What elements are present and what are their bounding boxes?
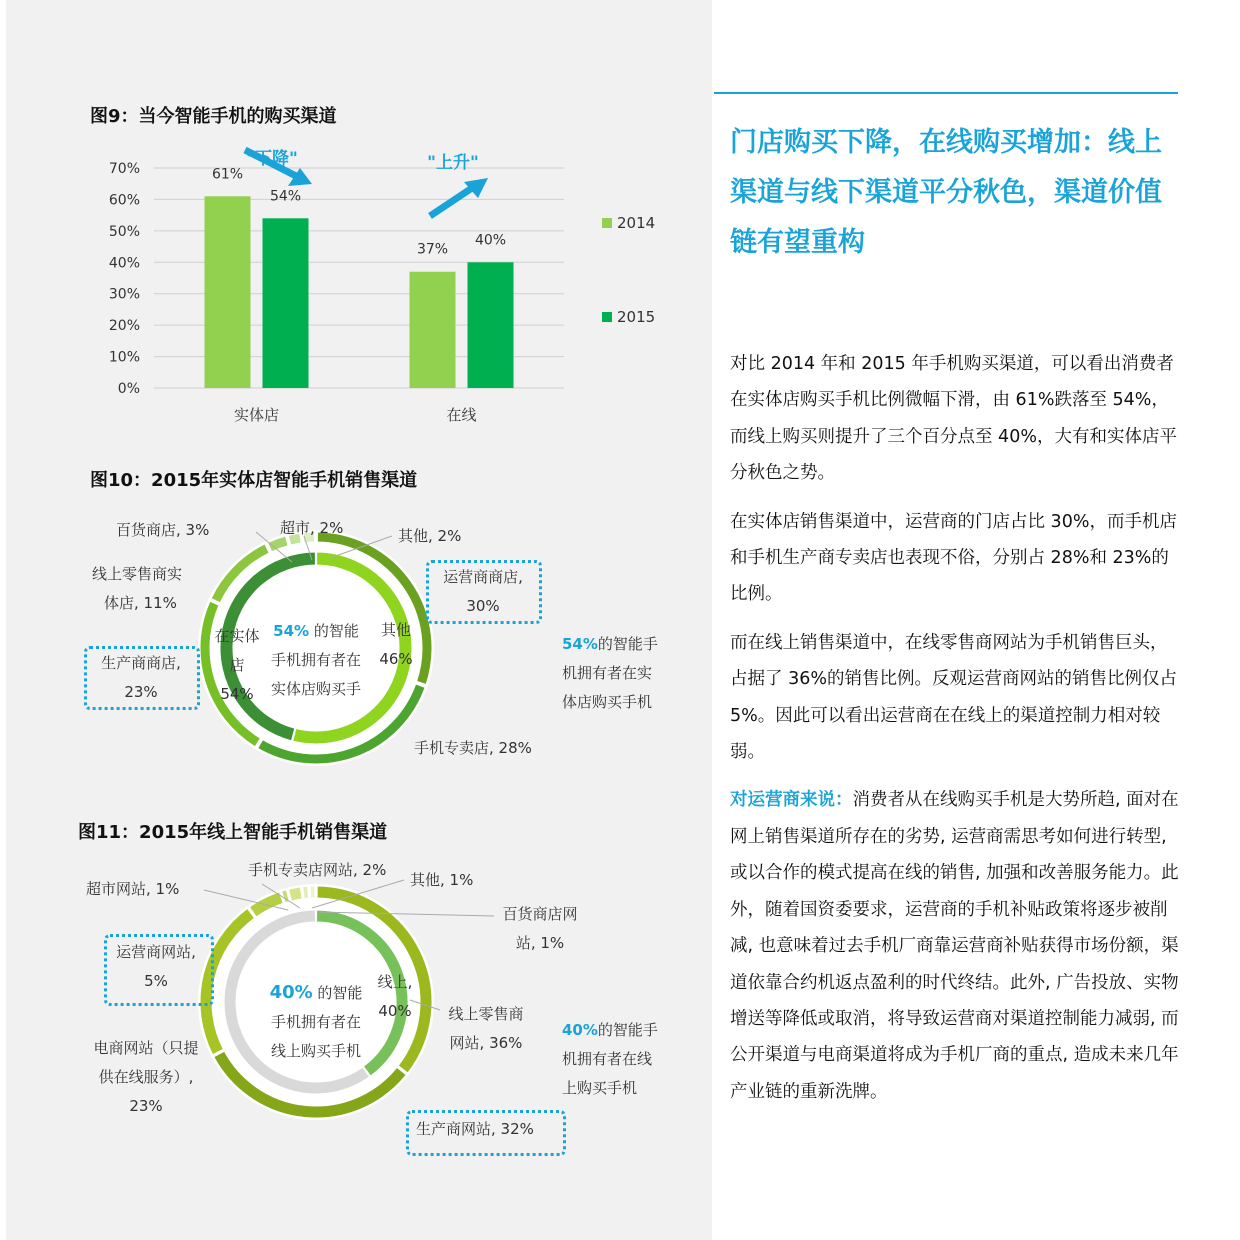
fig10-inner-instore-line2: 店 <box>229 656 245 674</box>
bar-value-label: 40% <box>474 232 507 249</box>
fig11-center-pct: 40% <box>269 982 313 1003</box>
article-paragraph-2: 在实体店销售渠道中，运营商的门店占比 30%，而手机店和手机生产商专卖店也表现不俗，分别占 28%和 23%的比例。 <box>730 511 1177 605</box>
fig11-label-other: 其他, 1% <box>410 871 474 889</box>
y-tick-label: 40% <box>108 255 140 272</box>
fig10-note-line3: 体店购买手机 <box>562 693 653 711</box>
fig11-center-text <box>258 978 374 1066</box>
fig10-label-carrier-line1: 运营商商店, <box>443 568 523 586</box>
fig11-note-line3: 上购买手机 <box>562 1079 638 1097</box>
fig10-inner-other-line1: 其他 <box>380 621 411 639</box>
bar-value-label: 61% <box>211 166 244 183</box>
article-headline: 门店购买下降，在线购买增加：线上渠道与线下渠道平分秋色，渠道价值链有望重构 <box>730 127 1162 258</box>
fig10-label-super: 超市, 2% <box>280 519 344 537</box>
trend-up-arrow <box>430 178 488 216</box>
bar <box>410 272 456 388</box>
fig10-label-carrier-line2: 30% <box>466 597 500 615</box>
fig9-title: 图9：当今智能手机的购买渠道 <box>90 106 337 127</box>
bar <box>205 196 251 388</box>
fig11-note-pct: 40% <box>562 1021 598 1039</box>
fig10-label-maker-line2: 23% <box>124 683 158 701</box>
bar-value-label: 37% <box>416 241 449 258</box>
fig10-note <box>562 630 658 717</box>
fig10-label-carrier <box>428 563 538 621</box>
legend-swatch <box>602 312 612 322</box>
y-tick-label: 50% <box>108 223 140 240</box>
fig11-title: 图11：2015年线上智能手机销售渠道 <box>78 822 388 843</box>
fig11-label-dept-site-line2: 站, 1% <box>515 934 565 952</box>
fig10-inner-label-other <box>376 616 416 674</box>
fig11-center-line2: 手机拥有者在 <box>270 1013 361 1031</box>
article-paragraph-4-body: 消费者从在线购买手机是大势所趋, 面对在网上销售渠道所存在的劣势, 运营商需思考如何进行转型, 或以合作的模式提高在线的销售, 加强和改善服务能力。此外，随着国资委要求，运营商的手机补贴政策将逐步被削减, 也意味着过去手机厂商靠运营商补贴获得市场份额，渠道依靠合约机返点盈利的时代终结。此外, 广告投放、实物增送等降低或取消，将导致运营商对渠道控制能力减弱, 而公开渠道与电商渠道将成为手机厂商的重点, 造成未来几年产业链的重新洗牌。 <box>730 790 1179 1102</box>
fig11-note <box>562 1016 658 1103</box>
fig11-label-dept-site-line1: 百货商店网 <box>502 905 578 923</box>
fig11-label-specialty-site: 手机专卖店网站, 2% <box>248 861 387 879</box>
fig10-label-online-retail <box>92 560 182 618</box>
article-paragraph-4 <box>730 782 1180 1110</box>
fig10-label-online-retail-line2: 体店, 11% <box>104 594 177 612</box>
fig11-center-line1: 的智能 <box>312 984 363 1002</box>
fig10-center-text <box>258 617 374 704</box>
fig11-inner-online-line2: 40% <box>378 1002 412 1020</box>
x-tick-label: 在线 <box>446 406 477 424</box>
fig10-center-pct: 54% <box>273 622 310 640</box>
fig11-center-line3: 线上购买手机 <box>270 1042 361 1060</box>
fig11-label-ecom <box>84 1034 208 1121</box>
fig10-center-line1: 的智能 <box>309 622 359 640</box>
bar <box>263 218 309 388</box>
fig10-label-specialty: 手机专卖店, 28% <box>414 739 532 757</box>
article-paragraph-4-lead: 对运营商来说： <box>730 790 853 811</box>
fig11-label-maker-site: 生产商网站, 32% <box>416 1120 534 1138</box>
legend-label: 2014 <box>617 214 656 232</box>
fig10-center-line3: 实体店购买手 <box>270 680 361 698</box>
legend-swatch <box>602 218 612 228</box>
y-tick-label: 70% <box>108 161 140 177</box>
fig11-inner-label-online <box>374 968 416 1026</box>
fig9-bar-chart <box>90 140 690 480</box>
fig10-label-maker-line1: 生产商商店, <box>101 654 181 672</box>
article-top-rule <box>714 92 1178 94</box>
fig10-center-line2: 手机拥有者在 <box>270 651 361 669</box>
x-tick-label: 实体店 <box>233 406 280 424</box>
fig11-label-dept-site <box>490 900 590 958</box>
fig11-label-ecom-line3: 23% <box>129 1097 163 1115</box>
fig10-label-online-retail-line1: 线上零售商实 <box>92 565 183 583</box>
bar-value-label: 54% <box>269 188 302 205</box>
bar <box>468 262 514 388</box>
trend-up-label: "上升" <box>427 153 479 173</box>
fig11-label-carrier-site-line2: 5% <box>144 972 168 990</box>
article-paragraph-1: 对比 2014 年和 2015 年手机购买渠道，可以看出消费者在实体店购买手机比例微幅下滑，由 61%跌落至 54%，而线上购买则提升了三个百分点至 40%，大有和实体店平分秋色之势。 <box>730 354 1177 484</box>
fig10-inner-instore-line1: 在实体 <box>214 627 260 645</box>
fig11-label-carrier-site-line1: 运营商网站, <box>116 943 196 961</box>
legend-label: 2015 <box>617 308 656 326</box>
fig10-inner-label-instore <box>210 622 264 709</box>
fig11-label-retail-site-line1: 线上零售商 <box>448 1005 524 1023</box>
fig10-note-line1: 的智能手 <box>597 635 658 653</box>
fig10-note-line2: 机拥有者在实 <box>562 664 653 682</box>
y-tick-label: 10% <box>108 349 140 366</box>
fig10-inner-other-line2: 46% <box>379 650 413 668</box>
fig11-label-ecom-line2: 供在线服务）, <box>98 1068 194 1086</box>
fig10-title: 图10：2015年实体店智能手机销售渠道 <box>90 470 418 491</box>
fig11-inner-online-line1: 线上, <box>377 973 413 991</box>
y-tick-label: 20% <box>108 318 140 335</box>
trend-down-label: "下降" <box>246 149 298 169</box>
article-paragraph-3: 而在线上销售渠道中，在线零售商网站为手机销售巨头，占据了 36%的销售比例。反观运营商网站的销售比例仅占 5%。因此可以看出运营商在在线上的渠道控制力相对较弱。 <box>730 632 1177 763</box>
fig10-note-pct: 54% <box>562 635 598 653</box>
fig10-label-dept: 百货商店, 3% <box>116 521 210 539</box>
article-body <box>730 346 1180 1122</box>
fig11-note-line1: 的智能手 <box>597 1021 658 1039</box>
fig11-label-carrier-site <box>104 938 208 996</box>
fig11-label-retail-site-line2: 网站, 36% <box>449 1034 523 1052</box>
y-tick-label: 0% <box>117 381 140 397</box>
fig11-label-super-site: 超市网站, 1% <box>86 880 180 898</box>
fig10-inner-instore-line3: 54% <box>220 685 254 703</box>
fig10-label-other: 其他, 2% <box>398 527 462 545</box>
fig11-note-line2: 机拥有者在线 <box>562 1050 653 1068</box>
fig10-label-maker <box>86 649 196 707</box>
y-tick-label: 30% <box>108 286 140 303</box>
y-tick-label: 60% <box>108 192 140 209</box>
fig11-label-ecom-line1: 电商网站（只提 <box>93 1039 199 1057</box>
fig11-label-retail-site <box>436 1000 536 1058</box>
